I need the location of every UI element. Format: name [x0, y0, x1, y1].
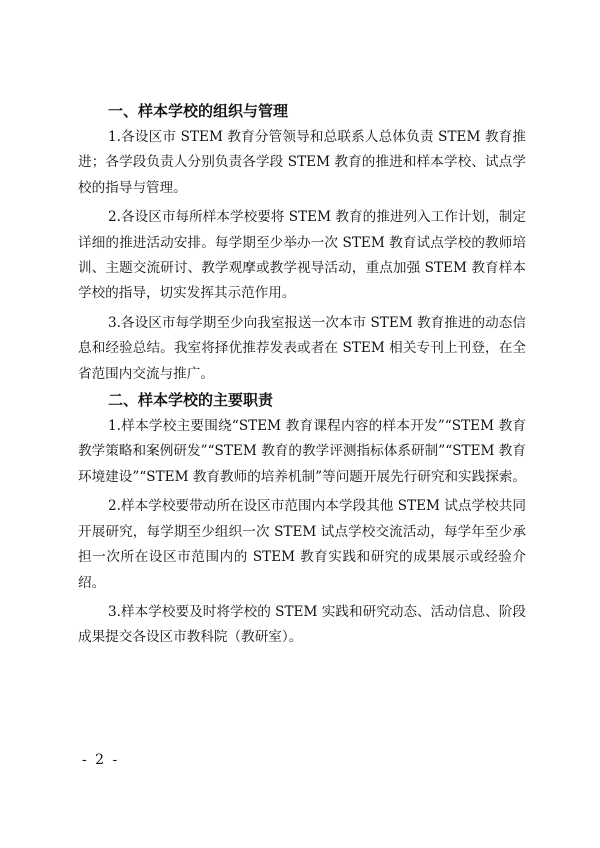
- paragraph-1-3: 3.各设区市每学期至少向我室报送一次本市 STEM 教育推进的动态信息和经验总结。我室将择优推荐发表或者在 STEM 相关专刊上刊登，在全省范围内交流与推广。: [78, 314, 526, 382]
- section-heading-responsibilities: 二、样本学校的主要职责: [108, 391, 274, 410]
- paragraph-1-1: 1.各设区市 STEM 教育分管领导和总联系人总体负责 STEM 教育推进；各学段负责人分别负责各学段 STEM 教育的推进和样本学校、试点学校的指导与管理。: [78, 129, 526, 196]
- page-number: - 2 -: [82, 752, 120, 768]
- paragraph-2-2: 2.样本学校要带动所在设区市范围内本学段其他 STEM 试点学校共同开展研究，每学期至少组织一次 STEM 试点学校交流活动，每学年至少承担一次所在设区市范围内的 STEM 教育实践和研究的成果展示或经验介绍。: [78, 498, 526, 591]
- paragraph-2-3: 3.样本学校要及时将学校的 STEM 实践和研究动态、活动信息、阶段成果提交各设区市教科院（教研室）。: [78, 603, 526, 646]
- document-body: [78, 98, 526, 651]
- paragraph-2-1: 1.样本学校主要围绕“STEM 教育课程内容的样本开发”“STEM 教育教学策略和案例研发”“STEM 教育的教学评测指标体系研制”“STEM 教育环境建设”“STEM 教育教师的培养机制”等问题开展先行研究和实践探索。: [78, 418, 527, 485]
- paragraph-1-2: 2.各设区市每所样本学校要将 STEM 教育的推进列入工作计划，制定详细的推进活动安排。每学期至少举办一次 STEM 教育试点学校的教师培训、主题交流研讨、教学观摩或教学视导活动，重点加强 STEM 教育样本学校的指导，切实发挥其示范作用。: [78, 209, 526, 302]
- section-heading-organization: 一、样本学校的组织与管理: [108, 102, 289, 120]
